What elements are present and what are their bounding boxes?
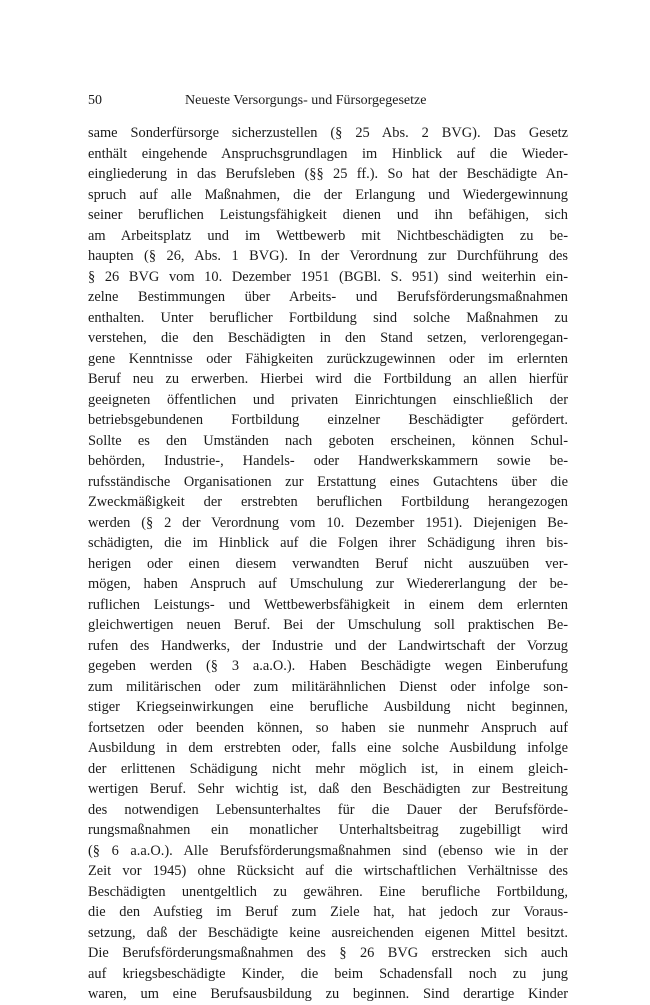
text-line: auf kriegsbeschädigte Kinder, die beim Schadensfall noch zu jung [88, 965, 568, 982]
text-line: enthält eingehende Anspruchsgrundlagen im Hinblick auf die Wieder- [88, 145, 568, 162]
text-line: haupten (§ 26, Abs. 1 BVG). In der Verordnung zur Durchführung des [88, 248, 568, 264]
text-line: geeigneten öffentlichen und privaten Einrichtungen einschließlich der [88, 391, 568, 408]
text-line: behörden, Industrie-, Handels- oder Handwerkskammern sowie be- [88, 453, 568, 469]
text-line: Beschädigten unentgeltlich zu gewähren. Eine berufliche Fortbildung, [88, 883, 568, 900]
text-line: verstehen, die den Beschädigten in den Stand setzen, verlorengegan- [88, 330, 568, 346]
text-line: (§ 6 a.a.O.). Alle Berufsförderungsmaßnahmen sind (ebenso wie in der [88, 842, 568, 859]
text-line: setzung, daß der Beschädigte keine ausreichenden eigenen Mittel besitzt. [88, 924, 568, 941]
text-line: eingliederung in das Berufsleben (§§ 25 ff.). So hat der Beschädigte An- [88, 166, 568, 182]
text-line: Zweckmäßigkeit der erstrebten beruflichen Fortbildung herangezogen [88, 494, 568, 510]
text-line: ruflichen Leistungs- und Wettbewerbsfähigkeit in einem dem erlernten [88, 596, 568, 613]
text-line: die den Aufstieg im Beruf zum Ziele hat, hat jedoch zur Voraus- [88, 904, 568, 920]
text-line: wertigen Beruf. Sehr wichtig ist, daß den Beschädigten zur Bestreitung [88, 781, 568, 797]
text-line: rufsständische Organisationen zur Erstattung eines Gutachtens über die [88, 473, 568, 490]
text-line: mögen, haben Anspruch auf Umschulung zur Wiedererlangung der be- [88, 576, 568, 592]
text-line: zum militärischen oder zum militärähnlichen Dienst oder infolge son- [88, 678, 568, 695]
body-text [88, 123, 568, 1005]
text-line: werden (§ 2 der Verordnung vom 10. Dezember 1951). Diejenigen Be- [88, 514, 568, 531]
text-line: rufen des Handwerks, der Industrie und der Landwirtschaft der Vorzug [88, 637, 568, 654]
text-line: Die Berufsförderungsmaßnahmen des § 26 BVG erstrecken sich auch [88, 945, 568, 961]
text-line: schädigten, die im Hinblick auf die Folgen ihrer Schädigung ihren bis- [88, 535, 568, 551]
text-line: der erlittenen Schädigung nicht mehr möglich ist, in einem gleich- [88, 760, 568, 777]
text-line: seiner beruflichen Leistungsfähigkeit dienen und ihn befähigen, sich [88, 207, 568, 223]
page-number: 50 [88, 93, 102, 108]
text-line: gegeben werden (§ 3 a.a.O.). Haben Beschädigte wegen Einberufung [88, 658, 568, 674]
text-line: same Sonderfürsorge sicherzustellen (§ 25 Abs. 2 BVG). Das Gesetz [88, 125, 568, 141]
text-line: am Arbeitsplatz und im Wettbewerb mit Nichtbeschädigten zu be- [88, 227, 568, 244]
text-line: zelne Bestimmungen über Arbeits- und Berufsförderungsmaßnahmen [88, 289, 568, 305]
text-line: Sollte es den Umständen nach geboten erscheinen, können Schul- [88, 432, 568, 449]
text-line: rungsmaßnahmen ein monatlicher Unterhaltsbeitrag zugebilligt wird [88, 822, 568, 838]
text-line: fortsetzen oder beenden können, so haben sie nunmehr Anspruch auf [88, 719, 568, 736]
text-line: § 26 BVG vom 10. Dezember 1951 (BGBl. S. 951) sind weiterhin ein- [88, 268, 568, 285]
text-line: Zeit vor 1945) ohne Rücksicht auf die wirtschaftlichen Verhältnisse des [88, 863, 568, 879]
text-line: gene Kenntnisse oder Fähigkeiten zurückzugewinnen oder im erlernten [88, 350, 568, 367]
text-line: waren, um eine Berufsausbildung zu beginnen. Sind derartige Kinder [88, 986, 568, 1002]
text-line: Ausbildung in dem erstrebten oder, falls eine solche Ausbildung infolge [88, 740, 568, 756]
text-line: gleichwertigen neuen Beruf. Bei der Umschulung soll praktischen Be- [88, 617, 568, 633]
text-line: spruch auf alle Maßnahmen, die der Erlangung und Wiedergewinnung [88, 186, 568, 203]
text-line: enthalten. Unter beruflicher Fortbildung sind solche Maßnahmen zu [88, 309, 568, 326]
text-line: des notwendigen Lebensunterhaltes für die Dauer der Berufsförde- [88, 801, 568, 818]
running-head [88, 91, 566, 111]
running-title: Neueste Versorgungs- und Fürsorgegesetze [185, 93, 427, 108]
text-line: Beruf neu zu erwerben. Hierbei wird die Fortbildung an allen hierfür [88, 371, 568, 387]
text-line: stiger Kriegseinwirkungen eine berufliche Ausbildung nicht beginnen, [88, 699, 568, 715]
text-line: herigen oder einen diesem verwandten Beruf nicht auszuüben ver- [88, 555, 568, 572]
text-line: betriebsgebundenen Fortbildung einzelner Beschädigter gefördert. [88, 412, 568, 428]
